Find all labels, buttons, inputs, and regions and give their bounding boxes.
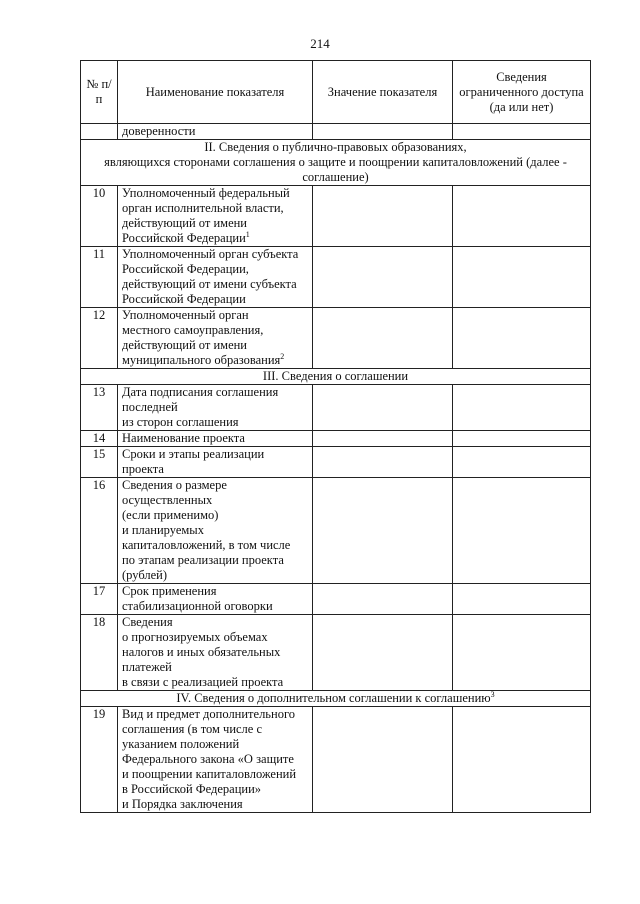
row-name: Сведения о прогнозируемых объемах налогов и иных обязательных платежей в связи с реализацией проекта <box>118 615 313 691</box>
section-2-heading: II. Сведения о публично-правовых образованиях, являющихся сторонами соглашения о защите и поощрении капиталовложений (далее - соглашение) <box>81 140 591 186</box>
section-heading-row <box>81 140 591 186</box>
table-row <box>81 447 591 478</box>
header-restricted-access: Сведения ограниченного доступа (да или нет) <box>453 61 591 124</box>
table-row <box>81 186 591 247</box>
table-row <box>81 584 591 615</box>
row-name: доверенности <box>118 124 313 140</box>
indicators-table <box>80 60 591 813</box>
table-row <box>81 615 591 691</box>
section-3-heading: III. Сведения о соглашении <box>81 369 591 385</box>
row-name: Уполномоченный федеральный орган исполнительной власти, действующий от имени Российской Федерации$^1$ <box>118 186 313 247</box>
row-name: Вид и предмет дополнительного соглашения (в том числе с указанием положений Федерального закона «О защите и поощрении капиталовложений в Российской Федерации» и Порядка заключения <box>118 707 313 813</box>
table-row <box>81 431 591 447</box>
footnote-mark: 1 <box>245 229 250 239</box>
section-heading-row <box>81 369 591 385</box>
row-number: 13 <box>81 385 118 431</box>
row-name: Сроки и этапы реализации проекта <box>118 447 313 478</box>
table-row <box>81 385 591 431</box>
page-number: 214 <box>310 36 330 51</box>
row-name: Дата подписания соглашения последней из сторон соглашения <box>118 385 313 431</box>
row-name: Уполномоченный орган местного самоуправления, действующий от имени муниципального образования$^2$ <box>118 308 313 369</box>
row-name: Сведения о размере осуществленных (если применимо) и планируемых капиталовложений, в том числе по этапам реализации проекта (рублей) <box>118 478 313 584</box>
table-header-row <box>81 61 591 124</box>
row-number: 15 <box>81 447 118 478</box>
section-heading-row <box>81 691 591 707</box>
footnote-mark: 3 <box>490 689 495 699</box>
table-row <box>81 707 591 813</box>
row-number: 19 <box>81 707 118 813</box>
table-row <box>81 247 591 308</box>
header-number: № п/п <box>81 61 118 124</box>
row-name: Срок применения стабилизационной оговорки <box>118 584 313 615</box>
table-row <box>81 124 591 140</box>
row-number: 11 <box>81 247 118 308</box>
table-row <box>81 478 591 584</box>
row-number: 18 <box>81 615 118 691</box>
row-number: 16 <box>81 478 118 584</box>
header-indicator-name: Наименование показателя <box>118 61 313 124</box>
header-indicator-value: Значение показателя <box>313 61 453 124</box>
row-number: 10 <box>81 186 118 247</box>
row-name: Наименование проекта <box>118 431 313 447</box>
row-number: 14 <box>81 431 118 447</box>
row-number: 17 <box>81 584 118 615</box>
row-number: 12 <box>81 308 118 369</box>
section-4-heading: IV. Сведения о дополнительном соглашении к соглашению$^3$ <box>81 691 591 707</box>
table-row <box>81 308 591 369</box>
row-name: Уполномоченный орган субъекта Российской Федерации, действующий от имени субъекта Российской Федерации <box>118 247 313 308</box>
footnote-mark: 2 <box>280 351 285 361</box>
